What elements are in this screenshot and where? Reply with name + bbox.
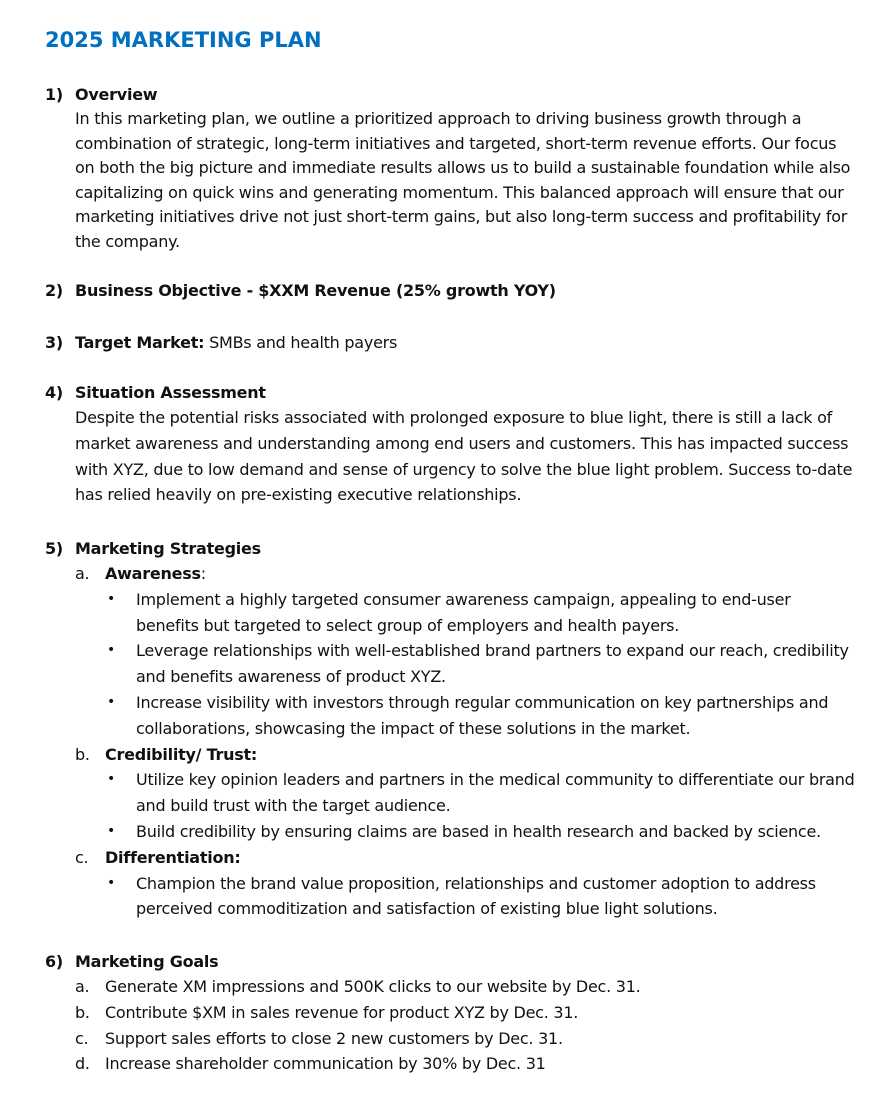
goal-text: Increase shareholder communication by 30% by Dec. 31 (105, 1054, 546, 1074)
list-letter: c. (75, 1028, 89, 1048)
strategy-subheading (75, 845, 855, 871)
bullet-icon: • (107, 642, 116, 659)
section-heading: Marketing Goals (75, 952, 219, 971)
strategy-label-text: Differentiation: (105, 847, 241, 867)
section-situation-assessment (45, 381, 855, 508)
list-letter: d. (75, 1054, 90, 1074)
bullet-text: Utilize key opinion leaders and partners in the medical community to differentiate our brand and build trust with the target audience. (136, 770, 855, 816)
list-letter: b. (75, 744, 90, 764)
list-letter: b. (75, 1002, 90, 1022)
bullet-icon: • (107, 874, 116, 891)
goal-item (75, 1026, 855, 1052)
bullet-icon: • (107, 822, 116, 839)
bullet-text: Build credibility by ensuring claims are based in health research and backed by science. (136, 821, 821, 841)
list-letter: a. (75, 977, 90, 996)
section-heading: Overview (75, 85, 158, 104)
strategy-label-suffix: : (200, 564, 206, 583)
section-heading: Marketing Strategies (75, 539, 261, 558)
section-number: 1) (45, 85, 63, 104)
section-overview (45, 83, 855, 255)
bullet-icon: • (107, 590, 116, 607)
goal-text: Contribute $XM in sales revenue for product XYZ by Dec. 31. (105, 1002, 579, 1022)
bullet-text: Increase visibility with investors through regular communication on key partnerships and collaborations, showcasing the impact of these solutions in the market. (136, 692, 829, 738)
bullet-item (105, 767, 855, 819)
strategy-label (105, 561, 206, 587)
section-number: 2) (45, 281, 63, 300)
strategy-subheading (75, 742, 855, 768)
goal-text: Generate XM impressions and 500K clicks to our website by Dec. 31. (105, 977, 641, 996)
goal-text: Support sales efforts to close 2 new customers by Dec. 31. (105, 1028, 563, 1048)
section-heading: Business Objective - $XXM Revenue (25% growth YOY) (75, 281, 556, 300)
goal-item (75, 1051, 855, 1077)
bullet-icon: • (107, 771, 116, 788)
section-business-objective (45, 279, 855, 303)
bullet-text: Leverage relationships with well-established brand partners to expand our reach, credibility and benefits awareness of product XYZ. (136, 641, 849, 687)
bullet-item (105, 871, 855, 923)
section-text: SMBs and health payers (204, 333, 398, 352)
bullet-item (105, 690, 855, 742)
strategy-label-text: Awareness (105, 564, 201, 583)
bullet-item (105, 638, 855, 690)
bullet-text: Champion the brand value proposition, relationships and customer adoption to address perceived commoditization and satisfaction of existing blue light solutions. (136, 873, 816, 919)
goal-item (75, 1000, 855, 1026)
section-heading: Situation Assessment (75, 383, 266, 402)
bullet-item (105, 819, 855, 845)
section-number: 5) (45, 539, 63, 558)
section-number: 3) (45, 333, 63, 352)
list-letter: c. (75, 847, 89, 867)
section-text: In this marketing plan, we outline a prioritized approach to driving business growth through a combination of strategic, long-term initiatives and targeted, short-term revenue efforts. Our focus on both the big picture and immediate results allows us to build a sustainable foundation while also capitalizing on quick wins and generating momentum. This balanced approach will ensure that our marketing initiatives drive not just short-term gains, but also long-term success and profitability for the company. (75, 109, 851, 251)
document-title: 2025 MARKETING PLAN (45, 28, 322, 52)
section-number: 4) (45, 383, 63, 402)
section-marketing-strategies (45, 537, 855, 922)
section-heading: Target Market: (75, 333, 205, 352)
section-text: Despite the potential risks associated with prolonged exposure to blue light, there is still a lack of market awareness and understanding among end users and customers. This has impacted success with XYZ, due to low demand and sense of urgency to solve the blue light problem. Success to-date has relied heavily on pre-existing executive relationships. (75, 408, 853, 505)
strategy-label (105, 845, 241, 871)
section-target-market (45, 331, 855, 355)
strategy-label-text: Credibility/ Trust: (105, 744, 258, 764)
list-letter: a. (75, 564, 90, 583)
goal-item (75, 974, 855, 1000)
bullet-text: Implement a highly targeted consumer awareness campaign, appealing to end-user benefits but targeted to select group of employers and health payers. (136, 589, 791, 635)
strategy-label (105, 742, 257, 768)
strategy-subheading (75, 561, 855, 587)
section-marketing-goals (45, 950, 855, 1077)
bullet-item (105, 587, 855, 639)
section-number: 6) (45, 952, 63, 971)
bullet-icon: • (107, 693, 116, 710)
